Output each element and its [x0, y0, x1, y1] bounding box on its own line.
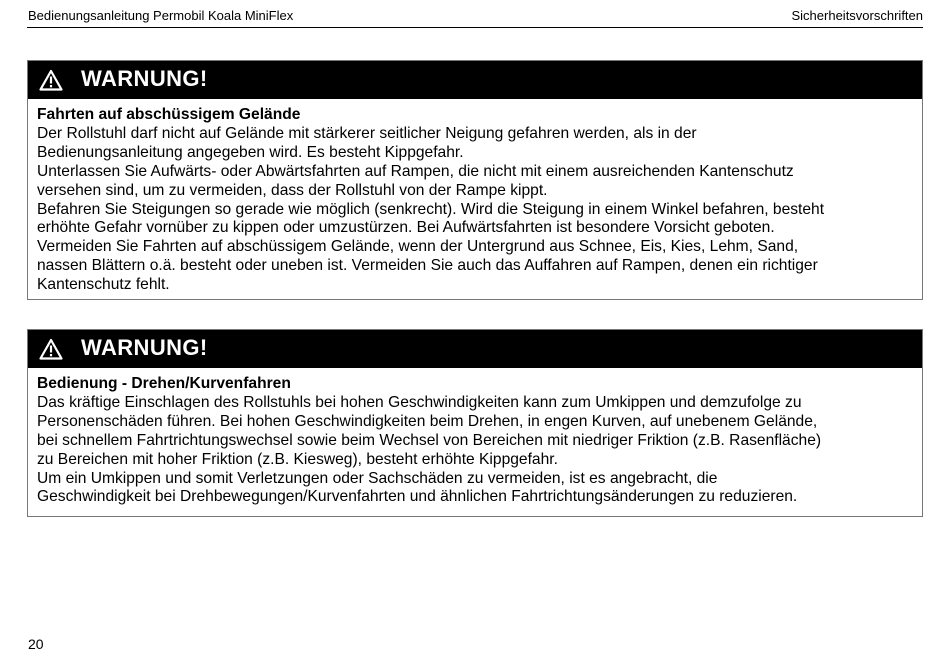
- page-header: [27, 0, 923, 28]
- warning-text-line: zu Bereichen mit hoher Friktion (z.B. Kiesweg), besteht erhöhte Kippgefahr.: [37, 450, 558, 468]
- warning-banner: [28, 61, 922, 99]
- warning-text-line: nassen Blättern o.ä. besteht oder uneben ist. Vermeiden Sie auch das Auffahren auf Rampen, denen ein richtiger: [37, 257, 818, 275]
- warning-body: [28, 99, 922, 295]
- warning-title: WARNUNG!: [81, 66, 208, 91]
- warning-triangle-icon: [39, 338, 63, 360]
- warning-box-turning: [27, 329, 923, 517]
- warning-title: WARNUNG!: [81, 335, 208, 360]
- warning-text-line: Vermeiden Sie Fahrten auf abschüssigem Gelände, wenn der Untergrund aus Schnee, Eis, Kies, Lehm, Sand,: [37, 238, 799, 256]
- manual-title: Bedienungsanleitung Permobil Koala MiniFlex: [28, 8, 294, 23]
- warning-heading: Fahrten auf abschüssigem Gelände: [37, 106, 301, 123]
- warning-text-line: Unterlassen Sie Aufwärts- oder Abwärtsfahrten auf Rampen, die nicht mit einem ausreichenden Kantenschutz: [37, 162, 794, 180]
- warning-text-line: Der Rollstuhl darf nicht auf Gelände mit stärkerer seitlicher Neigung gefahren werden, als in der: [37, 124, 697, 142]
- page-number: 20: [28, 636, 44, 652]
- warning-text-line: bei schnellem Fahrtrichtungswechsel sowie beim Wechsel von Bereichen mit niedriger Friktion (z.B. Rasenfläche): [37, 431, 822, 449]
- warning-text-line: Bedienungsanleitung angegeben wird. Es besteht Kippgefahr.: [37, 143, 464, 161]
- warning-triangle-icon: [39, 69, 63, 91]
- warning-body: [28, 368, 922, 507]
- warning-text-line: Um ein Umkippen und somit Verletzungen oder Sachschäden zu vermeiden, ist es angebracht, die: [37, 469, 718, 487]
- section-title: Sicherheitsvorschriften: [791, 8, 923, 23]
- warning-banner: [28, 330, 922, 368]
- warning-text-line: Kantenschutz fehlt.: [37, 276, 170, 294]
- warning-text-line: erhöhte Gefahr vornüber zu kippen oder umzustürzen. Bei Aufwärtsfahrten ist besondere Vorsicht geboten.: [37, 219, 775, 237]
- warning-text-line: Befahren Sie Steigungen so gerade wie möglich (senkrecht). Wird die Steigung in einem Winkel befahren, besteht: [37, 200, 825, 218]
- warning-text-line: Personenschäden führen. Bei hohen Geschwindigkeiten beim Drehen, in engen Kurven, auf unebenem Gelände,: [37, 412, 818, 430]
- warning-text-line: versehen sind, um zu vermeiden, dass der Rollstuhl von der Rampe kippt.: [37, 181, 548, 199]
- warning-box-slopes: [27, 60, 923, 300]
- warning-heading: Bedienung - Drehen/Kurvenfahren: [37, 375, 291, 392]
- warning-text-line: Geschwindigkeit bei Drehbewegungen/Kurvenfahrten und ähnlichen Fahrtrichtungsänderungen zu reduzieren.: [37, 488, 798, 506]
- warning-text-line: Das kräftige Einschlagen des Rollstuhls bei hohen Geschwindigkeiten kann zum Umkippen und demzufolge zu: [37, 393, 802, 411]
